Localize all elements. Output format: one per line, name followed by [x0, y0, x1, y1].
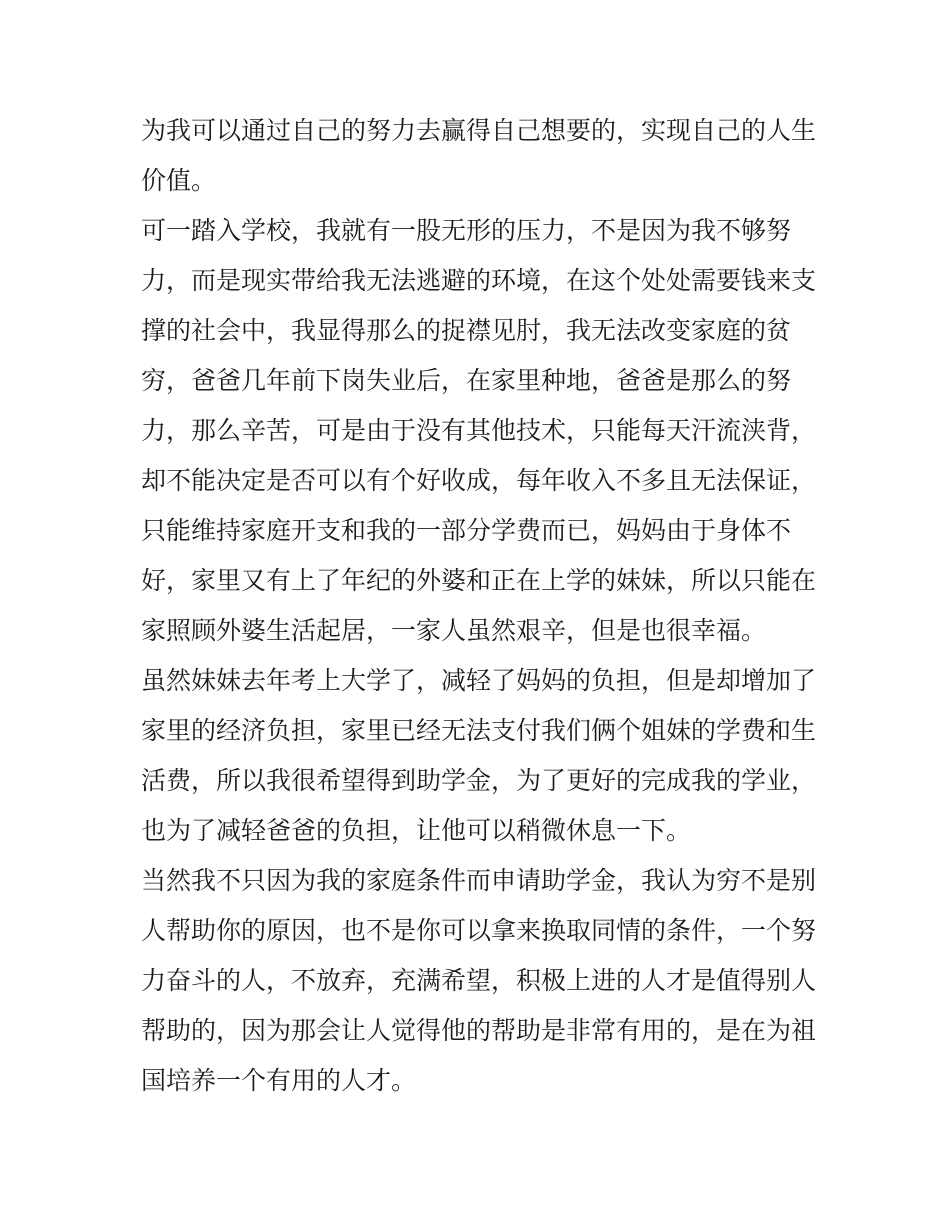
text-line: 国培养一个有用的人才。 [141, 1066, 417, 1095]
text-line: 力，那么辛苦，可是由于没有其他技术，只能每天汗流浃背， [141, 416, 817, 445]
text-line: 人帮助你的原因，也不是你可以拿来换取同情的条件，一个努 [141, 916, 817, 945]
text-line: 虽然妹妹去年考上大学了，减轻了妈妈的负担，但是却增加了 [141, 666, 817, 695]
text-line: 当然我不只因为我的家庭条件而申请助学金，我认为穷不是别 [141, 866, 817, 895]
text-line: 为我可以通过自己的努力去赢得自己想要的，实现自己的人生 [141, 116, 817, 145]
text-line: 可一踏入学校，我就有一股无形的压力，不是因为我不够努 [141, 216, 792, 245]
text-line: 也为了减轻爸爸的负担，让他可以稍微休息一下。 [141, 816, 692, 845]
text-line: 家里的经济负担，家里已经无法支付我们俩个姐妹的学费和生 [141, 716, 817, 745]
text-line: 力，而是现实带给我无法逃避的环境，在这个处处需要钱来支 [141, 266, 817, 295]
text-line: 只能维持家庭开支和我的一部分学费而已，妈妈由于身体不 [141, 516, 792, 545]
text-line: 家照顾外婆生活起居，一家人虽然艰辛，但是也很幸福。 [141, 616, 767, 645]
text-line: 好，家里又有上了年纪的外婆和正在上学的妹妹，所以只能在 [141, 566, 817, 595]
text-line: 帮助的，因为那会让人觉得他的帮助是非常有用的，是在为祖 [141, 1016, 817, 1045]
text-line: 却不能决定是否可以有个好收成，每年收入不多且无法保证， [141, 466, 817, 495]
text-line: 力奋斗的人，不放弃，充满希望，积极上进的人才是值得别人 [141, 966, 817, 995]
text-line: 活费，所以我很希望得到助学金，为了更好的完成我的学业， [141, 766, 817, 795]
text-line: 穷，爸爸几年前下岗失业后，在家里种地，爸爸是那么的努 [141, 366, 792, 395]
text-line: 撑的社会中，我显得那么的捉襟见肘，我无法改变家庭的贫 [141, 316, 792, 345]
text-line: 价值。 [141, 166, 217, 195]
